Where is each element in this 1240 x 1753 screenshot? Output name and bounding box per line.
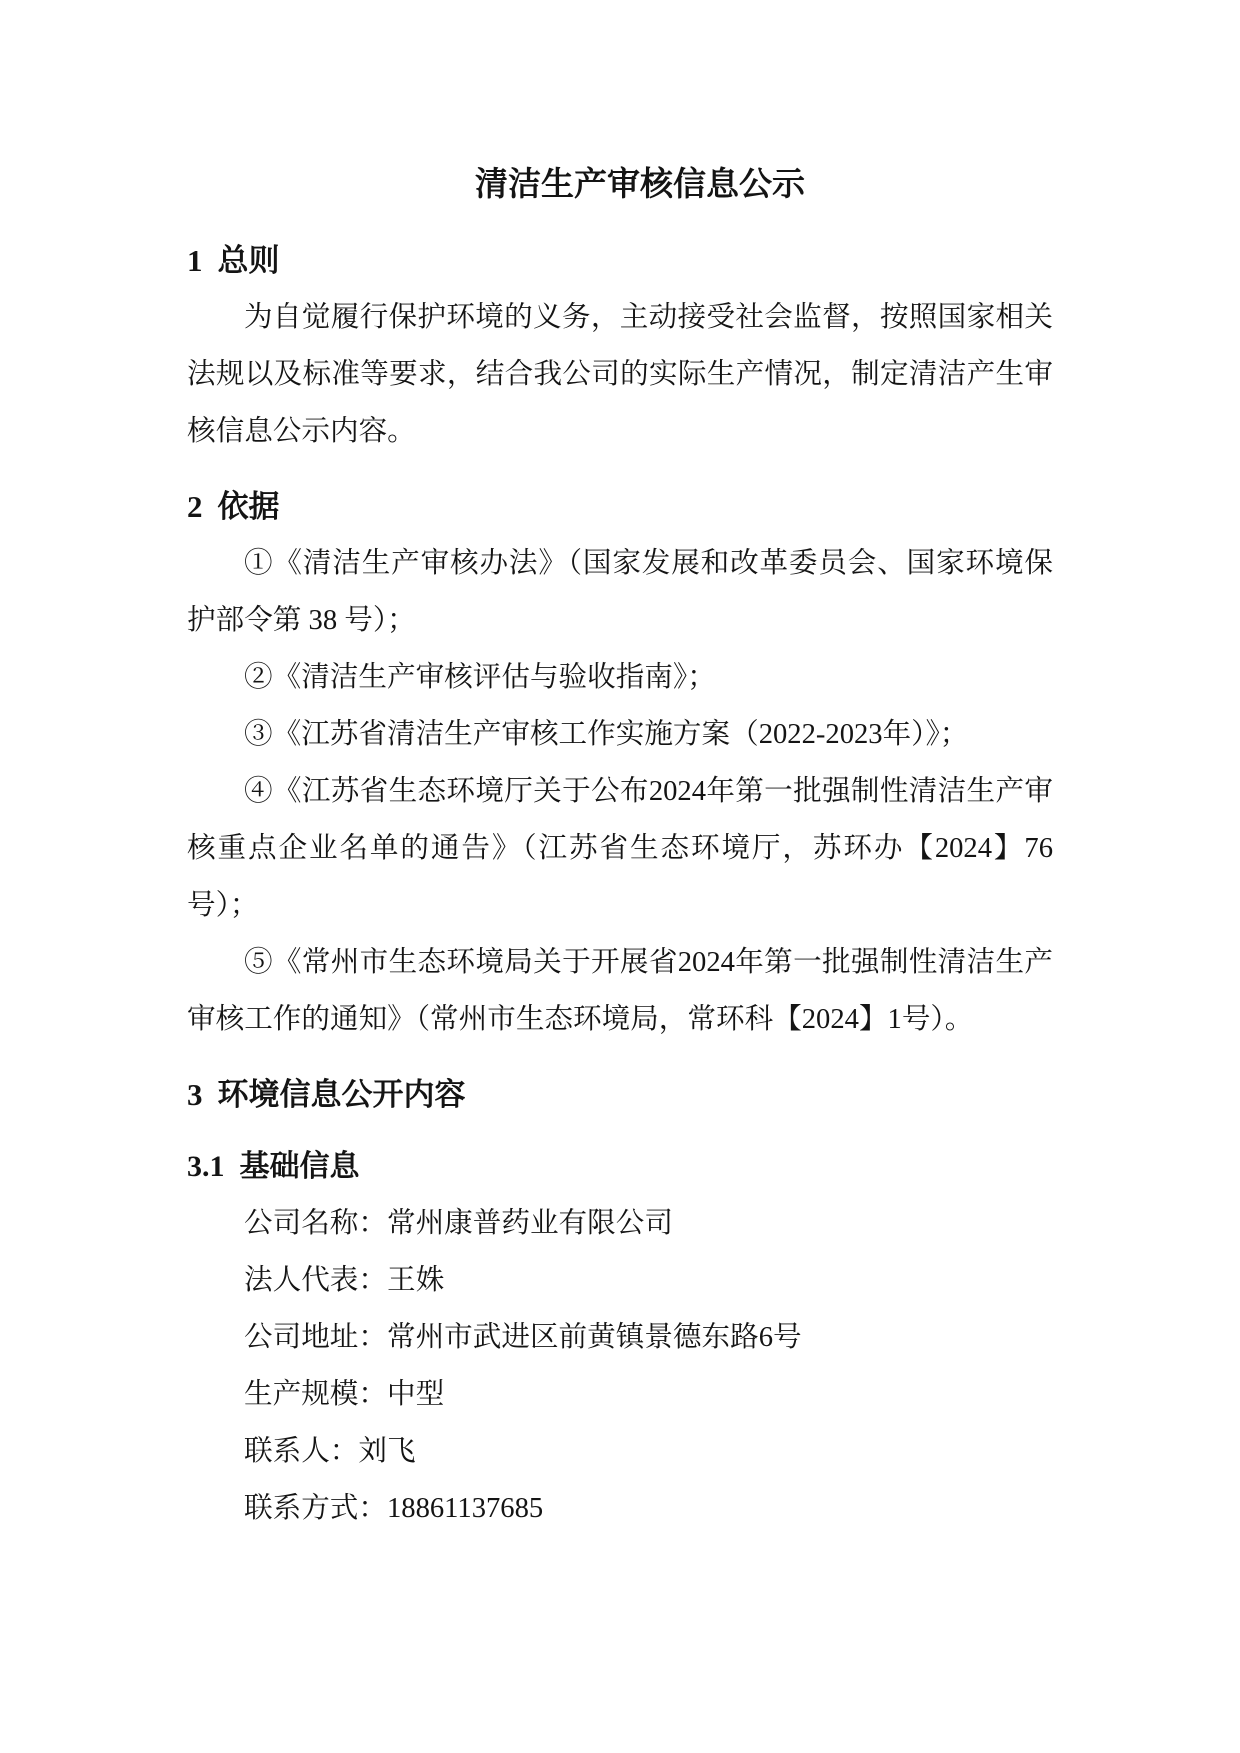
paragraph-line: ③《江苏省清洁生产审核工作实施方案（2022-2023年）》； xyxy=(244,719,969,750)
paragraph-line: ②《清洁生产审核评估与验收指南》； xyxy=(244,662,716,693)
paragraph-line: ①《清洁生产审核办法》（国家发展和改革委员会、国家环境保 xyxy=(244,548,1053,579)
section-heading-3.1 xyxy=(187,1145,1053,1189)
field-label: 公司名称： xyxy=(244,1208,387,1239)
field-label: 生产规模： xyxy=(244,1379,387,1410)
field-value: 常州康普药业有限公司 xyxy=(386,1208,673,1239)
info-field xyxy=(187,1423,1053,1480)
paragraph-line: 护部令第 38 号）； xyxy=(187,605,416,636)
paragraph-line: 核重点企业名单的通告》（江苏省生态环境厅，苏环办【2024】76 xyxy=(187,833,1053,864)
section-heading-2 xyxy=(187,484,1053,530)
section-heading-1 xyxy=(187,238,1053,284)
document-title: 清洁生产审核信息公示 xyxy=(475,167,805,203)
field-label: 联系人： xyxy=(244,1436,359,1467)
info-field xyxy=(187,1480,1053,1537)
info-field xyxy=(187,1309,1053,1366)
field-value: 18861137685 xyxy=(386,1493,544,1524)
field-label: 法人代表： xyxy=(244,1265,387,1296)
paragraph-line: ④《江苏省生态环境厅关于公布2024年第一批强制性清洁生产审 xyxy=(244,776,1053,807)
field-label: 联系方式： xyxy=(244,1493,387,1524)
heading-number: 3.1 xyxy=(187,1150,225,1183)
field-value: 中型 xyxy=(386,1379,445,1410)
field-label: 公司地址： xyxy=(244,1322,387,1353)
field-value: 常州市武进区前黄镇景德东路6号 xyxy=(386,1322,802,1353)
heading-text: 总则 xyxy=(217,243,280,278)
document-body xyxy=(187,238,1053,1537)
paragraph xyxy=(187,706,1053,763)
section-heading-3 xyxy=(187,1072,1053,1118)
heading-number: 2 xyxy=(187,489,203,524)
paragraph-line: 法规以及标准等要求，结合我公司的实际生产情况，制定清洁产生审 xyxy=(187,359,1053,390)
heading-number: 3 xyxy=(187,1077,203,1112)
paragraph xyxy=(187,934,1053,1048)
heading-text: 环境信息公开内容 xyxy=(217,1077,466,1112)
heading-number: 1 xyxy=(187,243,203,278)
paragraph xyxy=(187,289,1053,460)
paragraph-line: 为自觉履行保护环境的义务，主动接受社会监督，按照国家相关 xyxy=(244,302,1053,333)
paragraph-line: 核信息公示内容。 xyxy=(187,416,416,447)
paragraph xyxy=(187,535,1053,649)
field-value: 刘飞 xyxy=(358,1436,416,1467)
field-value: 王姝 xyxy=(386,1265,445,1296)
info-field xyxy=(187,1366,1053,1423)
info-field xyxy=(187,1195,1053,1252)
paragraph xyxy=(187,649,1053,706)
info-field xyxy=(187,1252,1053,1309)
heading-text: 基础信息 xyxy=(239,1150,360,1183)
paragraph-line: 审核工作的通知》（常州市生态环境局，常环科【2024】1号）。 xyxy=(187,1004,974,1035)
paragraph xyxy=(187,763,1053,934)
paragraph-line: ⑤《常州市生态环境局关于开展省2024年第一批强制性清洁生产 xyxy=(244,947,1053,978)
paragraph-line: 号）； xyxy=(187,890,259,921)
heading-text: 依据 xyxy=(217,489,280,524)
